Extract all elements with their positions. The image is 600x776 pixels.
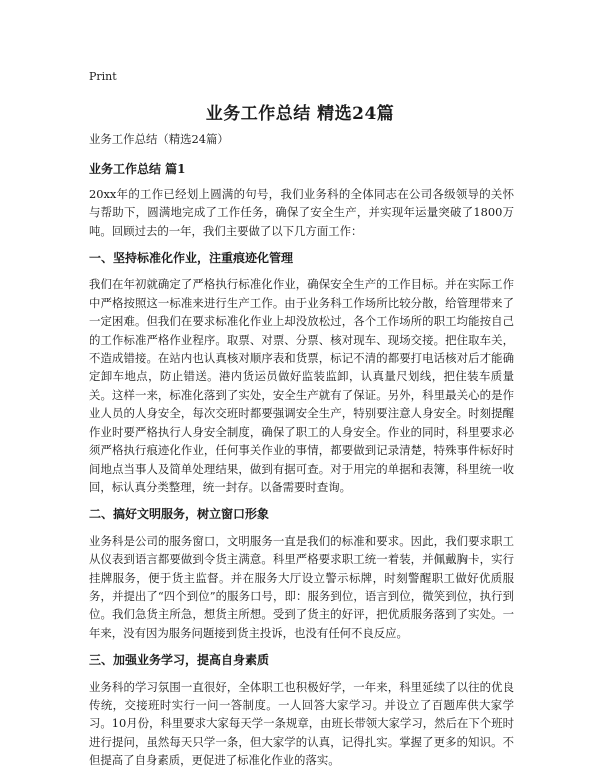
- section-heading: 二、搞好文明服务，树立窗口形象: [89, 507, 270, 522]
- section-paragraph: 业务科的学习氛围一直很好，全体职工也积极好学，一年来，科里延续了以往的优良传统，交接班时实行一问一答制度。一人回答大家学习。并设立了百题库供大家学习。10月份，科里要求大家每天学一条规章，由班长带领大家学习，然后在下个班时进行提问，虽然每天只学一条，但大家学的认真，记得扎实。掌握了更多的知识。不但提高了自身素质，更促进了标准化作业的落实。: [89, 679, 514, 768]
- document-body: [89, 130, 514, 772]
- section-heading: 三、加强业务学习，提高自身素质: [89, 653, 270, 668]
- section-heading: 一、坚持标准化作业，注重痕迹化管理: [89, 251, 294, 266]
- print-label: Print: [89, 70, 117, 83]
- section-paragraph: 业务科是公司的服务窗口，文明服务一直是我们的标准和要求。因此，我们要求职工从仪表到语言都要做到令货主满意。科里严格要求职工统一着装，并佩戴胸卡，实行挂牌服务，便于货主监督。并在服务大厅设立警示标牌，时刻警醒职工做好优质服务，并提出了“四个到位”的服务口号，即：服务到位，语言到位，微笑到位，执行到位。我们急货主所急，想货主所想。受到了货主的好评，把优质服务落到了实处。一年来，没有因为服务问题接到货主投诉，也没有任何不良反应。: [89, 533, 514, 640]
- article-heading: 业务工作总结 篇1: [89, 162, 186, 177]
- intro-paragraph: 20xx年的工作已经划上圆满的句号，我们业务科的全体同志在公司各级领导的关怀与帮助下，圆满地完成了工作任务，确保了安全生产，并实现年运量突破了1800万吨。回顾过去的一年，我们主要做了以下几方面工作：: [89, 186, 514, 238]
- page-title: 业务工作总结 精选24篇: [205, 104, 395, 124]
- document-subtitle: 业务工作总结（精选24篇）: [89, 132, 229, 146]
- section-paragraph: 我们在年初就确定了严格执行标准化作业，确保安全生产的工作目标。并在实际工作中严格按照这一标准来进行生产工作。由于业务科工作场所比较分散，给管理带来了一定困难。但我们在要求标准化作业上却没放松过，各个工作场所的职工均能按自己的工作标准严格作业程序。取票、对票、分票、核对现车、现场交接。把住取车关，不造成错接。在站内也认真核对顺序表和货票，标记不清的都要打电话核对后才能确定卸车地点，防止错送。港内货运员做好监装监卸，认真量尺划线，把住装车质量关。这样一来，标准化落到了实处，安全生产就有了保证。另外，科里最关心的是作业人员的人身安全，每次交班时都要强调安全生产，特别要注意人身安全。时刻提醒作业时要严格执行人身安全制度，确保了职工的人身安全。作业的同时，科里要求必须严格执行痕迹化作业，任何事关作业的事情，都要做到记录清楚，特殊事件标好时间地点当事人及简单处理结果，做到有据可查。对于用完的单据和表簿，科里统一收回，标认真分类整理，统一封存。以备需要时查询。: [89, 277, 514, 494]
